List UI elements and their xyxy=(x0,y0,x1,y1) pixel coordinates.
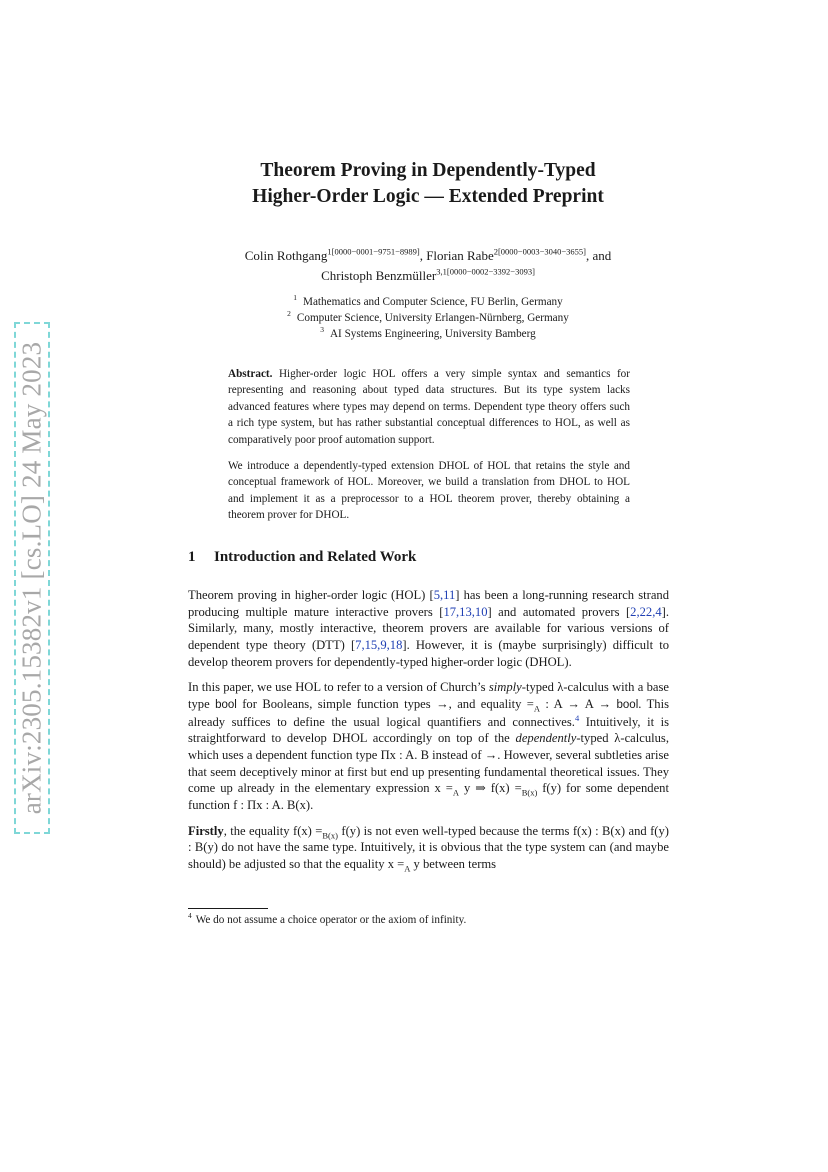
affiliation-number: 3 xyxy=(320,325,324,335)
affiliation-item xyxy=(188,326,668,342)
body-text-run: ]. Similarly, many, mostly interactive, theorem provers are available for various versions of dependent type theory (DTT) [ xyxy=(188,604,669,652)
footnote-number: 4 xyxy=(188,911,192,921)
body-paragraph xyxy=(188,587,669,670)
body-text-run: Theorem proving in higher-order logic (HOL) [ xyxy=(188,588,434,602)
author-orcid: 1[0000−0001−9751−8989] xyxy=(327,246,420,257)
abstract xyxy=(228,366,630,534)
arxiv-identifier-text: arXiv:2305.15382v1 [cs.LO] 24 May 2023 xyxy=(16,341,47,815)
affiliation-text: Computer Science, University Erlangen-Nürnberg, Germany xyxy=(296,312,569,324)
author-separator: , xyxy=(419,248,427,263)
abstract-text: Higher-order logic HOL offers a very simple syntax and semantics for representing and reasoning about typed data structures. But its type system lacks advanced features where types may depend on terms. Dependent type theory offers such a rich type system, but has rather substantial conceptual differences to HOL, as well as comparatively poor proof automation support. xyxy=(228,368,630,446)
subscript: B(x) xyxy=(322,830,338,841)
affiliation-number: 1 xyxy=(293,293,297,303)
type-name: bool xyxy=(616,698,639,711)
body-text-run: ] and automated provers [ xyxy=(487,604,631,619)
citation-link[interactable]: 7,15,9,18 xyxy=(355,637,403,652)
emphasis: dependently xyxy=(515,731,577,746)
affiliation-number: 2 xyxy=(287,309,291,319)
body-text-run: -typed λ-calculus, which uses a dependent function type Πx : A. B instead of →. However, several subtleties arise that seem deceptively minor at first but end up presenting fundamental theoretical issues. They come up already in the elementary expression x = xyxy=(188,731,669,796)
type-name: bool xyxy=(215,698,237,711)
author-orcid: 2[0000−0003−3040−3655] xyxy=(493,246,587,257)
section-title: Introduction and Related Work xyxy=(214,549,417,565)
footnote-divider xyxy=(188,908,268,909)
body-text-run: -typed λ-calculus with a base type xyxy=(188,680,669,711)
footnote xyxy=(188,913,668,928)
abstract-label: Abstract. xyxy=(228,368,273,380)
author-separator: , and xyxy=(586,248,612,263)
title-line-1: Theorem Proving in Dependently-Typed xyxy=(260,160,596,181)
author-name: Christoph Benzmüller xyxy=(321,268,437,283)
subscript: A xyxy=(404,863,411,874)
author-orcid: 3,1[0000−0002−3392−3093] xyxy=(436,266,535,277)
arxiv-identifier-stamp[interactable] xyxy=(14,322,50,834)
author-name: Colin Rothgang xyxy=(244,248,328,263)
subscript: A xyxy=(533,703,541,714)
body-text-run: Intuitively, it is straightforward to develop DHOL accordingly on top of the xyxy=(188,714,670,746)
author-name: Florian Rabe xyxy=(426,248,494,263)
footnote-link[interactable]: 4 xyxy=(574,712,580,723)
emphasis: simply xyxy=(488,680,522,695)
body-text-run: ]. However, it is (maybe surprisingly) difficult to develop theorem provers for dependently-typed higher-order logic (DHOL). xyxy=(188,637,669,669)
subscript: B(x) xyxy=(521,787,538,798)
abstract-paragraph xyxy=(228,366,630,448)
body-text-run: y between terms xyxy=(410,856,497,871)
body-paragraph xyxy=(188,823,669,873)
author-list xyxy=(188,246,668,286)
body-text-run: for Booleans, simple function types →, and equality = xyxy=(236,696,534,711)
bold-lead: Firstly xyxy=(188,823,224,838)
body-text-run: y ⇒ f(x) = xyxy=(459,781,522,796)
affiliation-item xyxy=(188,310,668,326)
affiliation-text: Mathematics and Computer Science, FU Berlin, Germany xyxy=(303,296,563,308)
footnote-text: We do not assume a choice operator or the axiom of infinity. xyxy=(195,914,467,926)
citation-link[interactable]: 5,11 xyxy=(433,588,456,602)
section-heading xyxy=(188,547,668,567)
subscript: A xyxy=(452,787,460,798)
citation-link[interactable]: 2,22,4 xyxy=(630,604,662,619)
body-text-run: : A → A → xyxy=(540,696,617,711)
affiliation-text: AI Systems Engineering, University Bamberg xyxy=(329,328,536,340)
body-text-run: ] has been a long-running research strand producing multiple mature interactive provers [ xyxy=(188,588,670,619)
abstract-text: We introduce a dependently-typed extension DHOL of HOL that retains the style and conceptual framework of HOL. Moreover, we build a translation from DHOL to HOL and implement it as a preprocessor to a HOL theorem prover, thereby obtaining a theorem prover for DHOL. xyxy=(228,460,630,522)
paper-title xyxy=(188,158,668,210)
body-text-run: f(y) is not even well-typed because the terms f(x) : B(x) and f(y) : B(y) do not have the same type. Intuitively, it is obvious that the type system can (and maybe should) be adjusted so that the equality x = xyxy=(188,823,669,871)
body-text-run: f(y) for some dependent function f : Πx : A. B(x). xyxy=(188,781,669,812)
body-text xyxy=(188,587,669,882)
body-text-run: . This already suffices to define the usual logical quantifiers and connectives. xyxy=(188,696,669,729)
body-paragraph xyxy=(188,679,669,813)
abstract-paragraph xyxy=(228,458,630,524)
title-line-2: Higher-Order Logic — Extended Preprint xyxy=(252,186,604,207)
body-text-run: , the equality f(x) = xyxy=(223,823,323,838)
body-text-run: In this paper, we use HOL to refer to a version of Church’s xyxy=(188,680,489,695)
affiliation-list xyxy=(188,294,668,342)
citation-link[interactable]: 17,13,10 xyxy=(443,604,488,619)
section-number: 1 xyxy=(188,549,196,565)
affiliation-item xyxy=(188,294,668,310)
